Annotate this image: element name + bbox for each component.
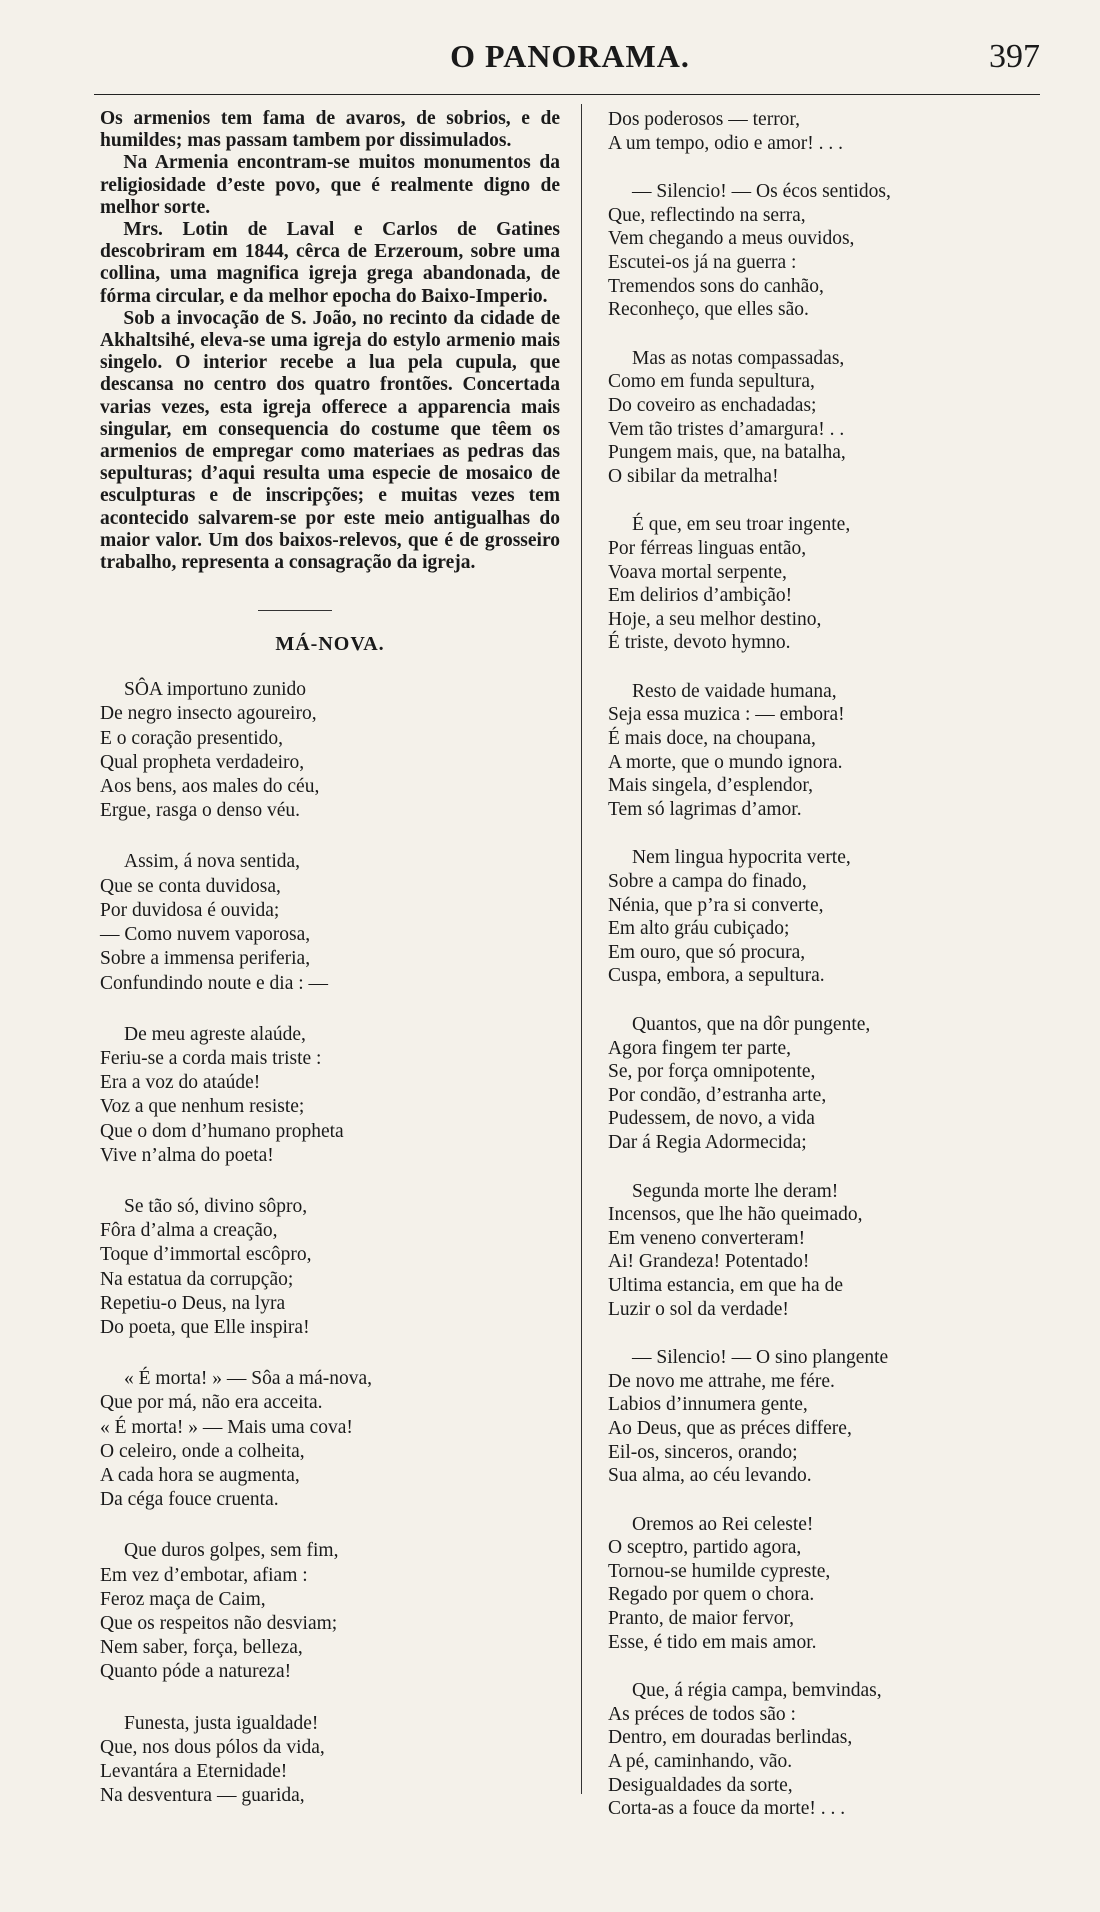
poem-line: Que duros golpes, sem fim, <box>124 1540 339 1562</box>
poem-line: « É morta! » — Sôa a má-nova, <box>124 1368 373 1390</box>
poem-line: A cada hora se augmenta, <box>100 1464 300 1486</box>
poem-line: De negro insecto agoureiro, <box>100 703 317 725</box>
poem-line: Confundindo noute e dia : — <box>100 972 329 994</box>
poem-line: Em veneno converteram! <box>608 1227 806 1249</box>
poem-stanza <box>608 1013 1040 1155</box>
poem-line: Nénia, que p’ra si converte, <box>608 894 824 916</box>
article-paragraph: Os armenios tem fama de avaros, de sobrios, e de humildes; mas passam tambem por dissimulados. <box>100 108 560 152</box>
poem-line: Labios d’innumera gente, <box>608 1394 808 1416</box>
poem-line: Feroz maça de Caim, <box>100 1588 266 1610</box>
poem-line: Vive n’alma do poeta! <box>100 1144 274 1166</box>
poem-line: Voz a que nenhum resiste; <box>100 1096 305 1118</box>
poem-line: Que por má, não era acceita. <box>100 1392 323 1414</box>
poem-line: Em ouro, que só procura, <box>608 941 806 963</box>
poem-line: — Como nuvem vaporosa, <box>100 924 311 946</box>
poem-line: Eil-os, sinceros, orando; <box>608 1441 798 1463</box>
poem-stanza <box>608 1513 1040 1655</box>
poem-stanza <box>608 846 1040 988</box>
poem-line: Tem só lagrimas d’amor. <box>608 798 802 820</box>
poem-stanza <box>608 347 1040 489</box>
poem-line: As préces de todos são : <box>608 1703 796 1725</box>
poem-line: Na desventura — guarida, <box>100 1785 305 1807</box>
poem-line: Do poeta, que Elle inspira! <box>100 1316 310 1338</box>
poem-line: Tornou-se humilde cypreste, <box>608 1560 831 1582</box>
right-column <box>608 108 1040 1846</box>
poem-line: Por condão, d’estranha arte, <box>608 1084 827 1106</box>
column-divider <box>581 104 582 1794</box>
poem-line: É triste, devoto hymno. <box>608 632 791 654</box>
poem-line: O sibilar da metralha! <box>608 465 779 487</box>
poem-line: Vem tão tristes d’amargura! . . <box>608 418 845 440</box>
page-header <box>100 38 1040 78</box>
poem-line: Oremos ao Rei celeste! <box>632 1513 814 1535</box>
page-number: 397 <box>989 38 1040 75</box>
poem-line: Repetiu-o Deus, na lyra <box>100 1292 286 1314</box>
poem-line: Que, á régia campa, bemvindas, <box>632 1680 882 1702</box>
poem-line: O celeiro, onde a colheita, <box>100 1440 305 1462</box>
poem-line: Por duvidosa é ouvida; <box>100 899 280 921</box>
poem-line: Toque d’immortal escôpro, <box>100 1244 312 1266</box>
article-paragraph: Sob a invocação de S. João, no recinto da cidade de Akhaltsihé, eleva-se uma igreja do estylo armenio mais singelo. O interior recebe a lua pela cupula, que descansa no centro dos quatro frontões. Concertada varias vezes, esta igreja offerece a apparencia mais singular, em consequencia do costume que têem os armenios de empregar como materiaes as pedras das sepulturas; d’aqui resulta uma especie de mosaico de esculpturas e de inscripções; e muitas vezes tem acontecido salvarem-se por este meio antigualhas do maior valor. Um dos baixos-relevos, que é de grosseiro trabalho, representa a consagração da igreja. <box>100 307 560 574</box>
poem-line: Nem saber, força, belleza, <box>100 1637 303 1659</box>
poem-line: Da céga fouce cruenta. <box>100 1489 279 1511</box>
poem-line: Levantára a Eternidade! <box>100 1760 288 1782</box>
poem-line: Incensos, que lhe hão queimado, <box>608 1204 863 1226</box>
poem-stanza <box>100 1539 560 1684</box>
poem-line: Ultima estancia, em que ha de <box>608 1274 843 1296</box>
poem-line: Aos bens, aos males do céu, <box>100 776 320 798</box>
poem-line: Como em funda sepultura, <box>608 371 815 393</box>
poem-line: A pé, caminhando, vão. <box>608 1751 793 1773</box>
poem-line: Corta-as a fouce da morte! . . . <box>608 1798 846 1820</box>
poem-line: Dos poderosos — terror, <box>608 109 801 130</box>
poem-line: Que os respeitos não desviam; <box>100 1612 338 1634</box>
poem-line: Sua alma, ao céu levando. <box>608 1465 812 1487</box>
poem-line: Pranto, de maior fervor, <box>608 1608 795 1630</box>
poem-stanza <box>608 680 1040 822</box>
poem-line: Em vez d’embotar, afiam : <box>100 1564 308 1586</box>
poem-line: Pungem mais, que, na batalha, <box>608 442 846 464</box>
poem-line: A morte, que o mundo ignora. <box>608 751 843 773</box>
article-paragraph: Na Armenia encontram-se muitos monumentos da religiosidade d’este povo, que é realmente digno de melhor sorte. <box>100 152 560 218</box>
poem-line: Ai! Grandeza! Potentado! <box>608 1251 810 1273</box>
journal-title: O PANORAMA. <box>450 38 690 74</box>
poem-line: Sobre a immensa periferia, <box>100 948 311 970</box>
poem-line: Se tão só, divino sôpro, <box>124 1195 308 1217</box>
poem-line: Seja essa muzica : — embora! <box>608 704 845 726</box>
poem-stanza <box>608 1180 1040 1322</box>
poem-line: Segunda morte lhe deram! <box>632 1180 839 1202</box>
poem-line: E o coração presentido, <box>100 727 284 749</box>
poem-line: Resto de vaidade humana, <box>632 680 837 702</box>
article-text <box>100 108 560 574</box>
poem-line: Desigualdades da sorte, <box>608 1774 793 1796</box>
poem-stanza <box>100 678 560 823</box>
poem-line: Esse, é tido em mais amor. <box>608 1631 817 1653</box>
poem-line: Do coveiro as enchadadas; <box>608 394 817 416</box>
poem-line: Regado por quem o chora. <box>608 1584 815 1606</box>
poem-title: MÁ-NOVA. <box>275 633 385 656</box>
poem-line: Feriu-se a corda mais triste : <box>100 1047 322 1069</box>
poem-line: Em delirios d’ambição! <box>608 585 793 607</box>
poem-stanza <box>608 513 1040 655</box>
poem-line: Que, nos dous pólos da vida, <box>100 1736 325 1758</box>
left-column <box>100 108 560 1835</box>
poem-line: De meu agreste alaúde, <box>124 1023 306 1045</box>
section-separator <box>258 610 332 611</box>
poem-line: Em alto gráu cubiçado; <box>608 918 790 940</box>
poem-line: Dentro, em douradas berlindas, <box>608 1727 853 1749</box>
poem-left-part <box>100 678 560 1808</box>
poem-stanza <box>608 1679 1040 1821</box>
poem-line: Na estatua da corrupção; <box>100 1268 294 1290</box>
poem-line: De novo me attrahe, me fére. <box>608 1370 835 1392</box>
poem-stanza <box>100 1367 560 1512</box>
poem-line: SÔA importuno zunido <box>124 679 307 701</box>
poem-line: Agora fingem ter parte, <box>608 1037 792 1059</box>
poem-line: Que, reflectindo na serra, <box>608 204 806 226</box>
poem-line: Funesta, justa igualdade! <box>124 1712 319 1734</box>
poem-line: Qual propheta verdadeiro, <box>100 751 305 773</box>
poem-stanza <box>608 108 1040 155</box>
poem-line: Que o dom d’humano propheta <box>100 1120 344 1142</box>
poem-line: Era a voz do ataúde! <box>100 1072 261 1094</box>
header-rule <box>94 94 1040 95</box>
poem-line: Pudessem, de novo, a vida <box>608 1108 815 1130</box>
poem-line: Mais singela, d’esplendor, <box>608 775 814 797</box>
poem-stanza <box>100 1712 560 1809</box>
poem-line: Vem chegando a meus ouvidos, <box>608 228 855 250</box>
poem-right-part <box>608 108 1040 1821</box>
poem-line: Ao Deus, que as préces differe, <box>608 1417 852 1439</box>
poem-line: Que se conta duvidosa, <box>100 875 281 897</box>
poem-line: Sobre a campa do finado, <box>608 871 807 893</box>
poem-line: É que, em seu troar ingente, <box>632 514 851 536</box>
poem-line: Quanto póde a natureza! <box>100 1661 292 1683</box>
poem-line: Dar á Regia Adormecida; <box>608 1131 807 1153</box>
article-paragraph: Mrs. Lotin de Laval e Carlos de Gatines descobriram em 1844, cêrca de Erzeroum, sobre uma collina, uma magnifica igreja grega abandonada, de fórma circular, e da melhor epocha do Baixo-Imperio. <box>100 219 560 307</box>
poem-line: Se, por força omnipotente, <box>608 1061 816 1083</box>
poem-line: A um tempo, odio e amor! . . . <box>608 132 844 154</box>
poem-line: Cuspa, embora, a sepultura. <box>608 965 825 987</box>
poem-line: — Silencio! — Os écos sentidos, <box>632 181 891 203</box>
poem-line: Hoje, a seu melhor destino, <box>608 608 822 630</box>
poem-line: Reconheço, que elles são. <box>608 299 809 321</box>
poem-line: Assim, á nova sentida, <box>124 851 301 873</box>
poem-line: Por férreas linguas então, <box>608 537 807 559</box>
poem-line: Escutei-os já na guerra : <box>608 251 797 273</box>
poem-line: O sceptro, partido agora, <box>608 1537 802 1559</box>
poem-line: Quantos, que na dôr pungente, <box>632 1014 871 1035</box>
poem-line: Luzir o sol da verdade! <box>608 1298 789 1320</box>
poem-stanza <box>100 850 560 995</box>
poem-line: É mais doce, na choupana, <box>608 728 816 750</box>
poem-line: Voava mortal serpente, <box>608 561 787 583</box>
poem-line: « É morta! » — Mais uma cova! <box>100 1416 353 1438</box>
poem-line: Ergue, rasga o denso véu. <box>100 800 300 822</box>
poem-stanza <box>100 1023 560 1168</box>
poem-line: — Silencio! — O sino plangente <box>632 1347 889 1369</box>
poem-line: Fôra d’alma a creação, <box>100 1220 278 1242</box>
poem-line: Mas as notas compassadas, <box>632 347 845 369</box>
poem-line: Nem lingua hypocrita verte, <box>632 847 851 869</box>
poem-line: Tremendos sons do canhão, <box>608 275 824 297</box>
poem-stanza <box>608 180 1040 322</box>
poem-stanza <box>100 1195 560 1340</box>
poem-stanza <box>608 1346 1040 1488</box>
